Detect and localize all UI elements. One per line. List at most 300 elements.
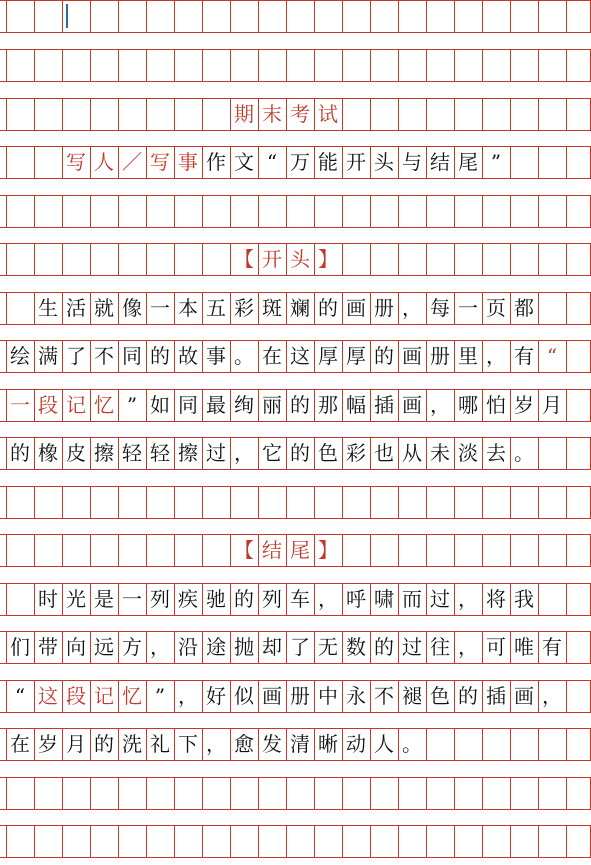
grid-column-line [286,631,287,663]
paragraph-line-char: 册 [374,296,394,320]
grid-column-line [202,583,203,615]
grid-column-line [90,98,91,130]
grid-column-line [370,777,371,809]
section-heading-char: 】 [318,538,338,562]
grid-column-line [342,0,343,32]
subtitle-char: 万 [290,150,310,174]
grid-column-line [482,777,483,809]
grid-column-line [146,631,147,663]
paragraph-line-char: 往 [430,635,450,659]
grid-column-line [510,825,511,857]
grid-column-line [6,486,7,518]
grid-column-line [398,340,399,372]
grid-column-line [202,777,203,809]
grid-line [0,615,591,616]
paragraph-line-char: “ [546,344,558,368]
grid-column-line [6,534,7,566]
grid-column-line [258,340,259,372]
grid-column-line [34,534,35,566]
grid-column-line [6,98,7,130]
grid-column-line [34,0,35,32]
paragraph-line-char: 未 [430,441,450,465]
grid-column-line [398,631,399,663]
grid-line [0,421,591,422]
grid-column-line [62,534,63,566]
grid-row [0,437,591,469]
grid-column-line [286,98,287,130]
grid-row [0,631,591,663]
paragraph-line-char: 驰 [206,587,226,611]
grid-column-line [286,728,287,760]
grid-line [0,49,591,50]
grid-column-line [426,0,427,32]
grid-column-line [510,0,511,32]
grid-column-line [286,437,287,469]
grid-column-line [202,728,203,760]
paragraph-line-char: 橡 [38,441,58,465]
grid-column-line [482,437,483,469]
grid-column-line [62,195,63,227]
grid-row [0,583,591,615]
subtitle-char: 事 [178,150,198,174]
grid-column-line [230,195,231,227]
grid-column-line [398,389,399,421]
grid-column-line [426,98,427,130]
grid-column-line [510,534,511,566]
grid-column-line [230,680,231,712]
grid-column-line [230,534,231,566]
grid-column-line [426,389,427,421]
grid-column-line [370,825,371,857]
grid-column-line [258,825,259,857]
paragraph-line-char: 不 [94,344,114,368]
grid-column-line [34,146,35,178]
grid-column-line [398,728,399,760]
subtitle-char: “ [266,150,278,174]
grid-column-line [286,534,287,566]
paragraph-line-char: 插 [486,684,506,708]
grid-column-line [454,340,455,372]
grid-column-line [146,98,147,130]
grid-line [0,469,591,470]
grid-column-line [398,825,399,857]
grid-column-line [118,777,119,809]
grid-column-line [342,631,343,663]
grid-column-line [62,243,63,275]
grid-column-line [398,486,399,518]
grid-column-line [314,292,315,324]
grid-column-line [482,534,483,566]
grid-row [0,389,591,421]
grid-column-line [286,825,287,857]
paragraph-line-char: 忆 [94,393,114,417]
grid-column-line [398,195,399,227]
grid-column-line [146,777,147,809]
grid-line [0,583,591,584]
grid-column-line [90,825,91,857]
grid-row [0,195,591,227]
grid-column-line [286,777,287,809]
paragraph-line-char: 那 [318,393,338,417]
grid-column-line [62,728,63,760]
grid-column-line [538,486,539,518]
grid-column-line [202,0,203,32]
grid-column-line [90,486,91,518]
grid-column-line [370,486,371,518]
grid-column-line [566,0,567,32]
grid-column-line [482,825,483,857]
grid-column-line [370,534,371,566]
paragraph-line-char: 中 [318,684,338,708]
grid-column-line [342,825,343,857]
grid-column-line [174,486,175,518]
grid-column-line [426,777,427,809]
grid-column-line [510,437,511,469]
subtitle-char: 能 [318,150,338,174]
grid-column-line [286,243,287,275]
grid-column-line [202,534,203,566]
grid-column-line [174,825,175,857]
grid-column-line [426,49,427,81]
paragraph-line-char: 。 [514,441,534,465]
paragraph-line-char: 永 [346,684,366,708]
grid-line [0,292,591,293]
grid-column-line [202,631,203,663]
grid-line [0,486,591,487]
paragraph-line-char: 段 [66,684,86,708]
grid-column-line [230,49,231,81]
grid-column-line [34,777,35,809]
grid-column-line [370,437,371,469]
grid-column-line [314,49,315,81]
grid-column-line [398,437,399,469]
paragraph-line-char: 发 [262,732,282,756]
grid-column-line [174,389,175,421]
grid-column-line [314,195,315,227]
paragraph-line-char: 页 [486,296,506,320]
grid-column-line [398,292,399,324]
subtitle-char: ” [490,150,502,174]
paragraph-line-char: ， [318,587,338,611]
grid-column-line [482,292,483,324]
paragraph-line-char: 淡 [458,441,478,465]
paragraph-line-char: “ [14,684,26,708]
paragraph-line-char: 的 [374,344,394,368]
grid-line [0,437,591,438]
paragraph-line-char: 可 [486,635,506,659]
grid-column-line [314,680,315,712]
grid-row [0,825,591,857]
paragraph-line-char: 洗 [122,732,142,756]
paragraph-line-char: 活 [66,296,86,320]
grid-line [0,712,591,713]
grid-line [0,777,591,778]
grid-column-line [202,680,203,712]
grid-column-line [286,389,287,421]
paragraph-line-char: 过 [206,441,226,465]
section-heading-char: 开 [262,247,282,271]
grid-column-line [146,680,147,712]
grid-column-line [174,680,175,712]
paragraph-line-char: 从 [402,441,422,465]
subtitle-char: 头 [374,150,394,174]
grid-column-line [538,583,539,615]
grid-column-line [538,340,539,372]
grid-column-line [62,486,63,518]
paragraph-line-char: 好 [206,684,226,708]
grid-column-line [286,583,287,615]
grid-column-line [342,583,343,615]
grid-column-line [6,0,7,32]
grid-column-line [510,98,511,130]
paragraph-line-char: ， [234,441,254,465]
grid-column-line [454,583,455,615]
grid-column-line [34,583,35,615]
grid-column-line [6,389,7,421]
grid-column-line [118,534,119,566]
grid-column-line [90,292,91,324]
grid-column-line [510,195,511,227]
grid-line [0,227,591,228]
paragraph-line-char: 愈 [234,732,254,756]
grid-column-line [342,534,343,566]
grid-column-line [90,0,91,32]
grid-column-line [62,680,63,712]
grid-column-line [510,680,511,712]
paragraph-line-char: 光 [66,587,86,611]
grid-column-line [482,583,483,615]
grid-row [0,728,591,760]
paragraph-line-char: ， [430,393,450,417]
paragraph-line-char: 也 [374,441,394,465]
paragraph-line-char: 们 [10,635,30,659]
grid-column-line [258,292,259,324]
grid-line [0,825,591,826]
grid-column-line [454,292,455,324]
paragraph-line-char: 画 [514,684,534,708]
grid-column-line [538,631,539,663]
grid-column-line [566,340,567,372]
paragraph-line-char: 时 [38,587,58,611]
grid-row [0,98,591,130]
grid-column-line [538,389,539,421]
grid-row [0,340,591,372]
grid-column-line [454,49,455,81]
subtitle-char: 人 [94,150,114,174]
grid-column-line [566,486,567,518]
paragraph-line-char: 皮 [66,441,86,465]
paragraph-line-char: 月 [542,393,562,417]
grid-column-line [566,534,567,566]
grid-column-line [258,583,259,615]
grid-column-line [538,680,539,712]
subtitle-char: 文 [234,150,254,174]
paragraph-line-char: 。 [234,344,254,368]
grid-column-line [482,680,483,712]
subtitle-char: 写 [66,150,86,174]
paragraph-line-char: 抛 [234,635,254,659]
grid-column-line [482,486,483,518]
grid-column-line [510,146,511,178]
paragraph-line-char: 向 [66,635,86,659]
grid-column-line [118,340,119,372]
grid-column-line [6,146,7,178]
grid-column-line [202,437,203,469]
grid-column-line [174,437,175,469]
paragraph-line-char: 事 [206,344,226,368]
grid-column-line [314,340,315,372]
grid-column-line [258,680,259,712]
grid-column-line [398,146,399,178]
paragraph-line-char: 人 [374,732,394,756]
grid-line [0,340,591,341]
grid-column-line [118,0,119,32]
grid-column-line [146,146,147,178]
grid-column-line [566,728,567,760]
grid-column-line [538,0,539,32]
grid-row [0,777,591,809]
grid-column-line [370,728,371,760]
grid-column-line [90,49,91,81]
paragraph-line-char: 忆 [122,684,142,708]
grid-column-line [174,631,175,663]
grid-line [0,32,591,33]
grid-column-line [314,728,315,760]
grid-row [0,534,591,566]
paragraph-line-char: 了 [290,635,310,659]
grid-column-line [566,195,567,227]
grid-column-line [6,680,7,712]
grid-column-line [398,777,399,809]
grid-column-line [566,583,567,615]
grid-column-line [566,437,567,469]
grid-column-line [370,243,371,275]
grid-line [0,631,591,632]
paragraph-line-char: 的 [10,441,30,465]
grid-column-line [230,292,231,324]
grid-column-line [510,243,511,275]
paragraph-line-char: 最 [206,393,226,417]
paragraph-line-char: 记 [94,684,114,708]
grid-line [0,275,591,276]
grid-column-line [370,98,371,130]
page-title-char: 考 [290,102,310,126]
grid-column-line [230,243,231,275]
paragraph-line-char: 的 [318,296,338,320]
grid-column-line [510,728,511,760]
grid-column-line [426,825,427,857]
grid-column-line [146,340,147,372]
section-heading-char: 】 [318,247,338,271]
paragraph-line-char: 一 [10,393,30,417]
paragraph-line-char: 有 [514,344,534,368]
grid-column-line [482,98,483,130]
paragraph-line-char: 画 [346,296,366,320]
paragraph-line-char: 擦 [94,441,114,465]
grid-column-line [426,534,427,566]
grid-column-line [146,728,147,760]
paragraph-line-char: 无 [318,635,338,659]
grid-column-line [314,243,315,275]
grid-column-line [118,437,119,469]
grid-column-line [398,583,399,615]
subtitle-char: 作 [206,150,226,174]
grid-line [0,518,591,519]
grid-column-line [258,631,259,663]
grid-column-line [454,534,455,566]
paragraph-line-char: 同 [178,393,198,417]
grid-column-line [510,777,511,809]
paragraph-line-char: 都 [514,296,534,320]
grid-column-line [314,0,315,32]
grid-column-line [202,825,203,857]
grid-column-line [454,825,455,857]
paragraph-line-char: 每 [430,296,450,320]
grid-column-line [118,243,119,275]
grid-column-line [314,389,315,421]
grid-column-line [230,631,231,663]
grid-row [0,243,591,275]
grid-column-line [454,98,455,130]
grid-column-line [538,98,539,130]
grid-column-line [174,0,175,32]
grid-column-line [398,0,399,32]
grid-column-line [314,486,315,518]
paragraph-line-char: 满 [38,344,58,368]
paragraph-line-char: 册 [430,344,450,368]
paragraph-line-char: 它 [262,441,282,465]
grid-column-line [426,631,427,663]
grid-column-line [314,631,315,663]
paragraph-line-char: 在 [262,344,282,368]
grid-column-line [510,292,511,324]
grid-column-line [258,243,259,275]
paragraph-line-char: ， [542,684,562,708]
grid-column-line [482,243,483,275]
paragraph-line-char: 画 [262,684,282,708]
grid-column-line [454,389,455,421]
grid-column-line [174,146,175,178]
grid-column-line [146,389,147,421]
paragraph-line-char: 本 [178,296,198,320]
grid-column-line [174,583,175,615]
grid-column-line [538,146,539,178]
grid-column-line [342,98,343,130]
grid-column-line [538,292,539,324]
grid-column-line [314,98,315,130]
grid-column-line [314,583,315,615]
grid-column-line [146,825,147,857]
grid-column-line [90,195,91,227]
paragraph-line-char: 车 [290,587,310,611]
grid-column-line [62,292,63,324]
subtitle-char: 尾 [458,150,478,174]
grid-column-line [342,292,343,324]
grid-column-line [258,98,259,130]
grid-line [0,389,591,390]
grid-column-line [426,195,427,227]
paragraph-line-char: 途 [206,635,226,659]
grid-column-line [258,486,259,518]
paragraph-line-char: 故 [178,344,198,368]
grid-column-line [510,583,511,615]
grid-column-line [482,0,483,32]
paragraph-line-char: 在 [10,732,30,756]
grid-column-line [6,728,7,760]
grid-column-line [34,340,35,372]
grid-column-line [370,680,371,712]
paragraph-line-char: 是 [94,587,114,611]
